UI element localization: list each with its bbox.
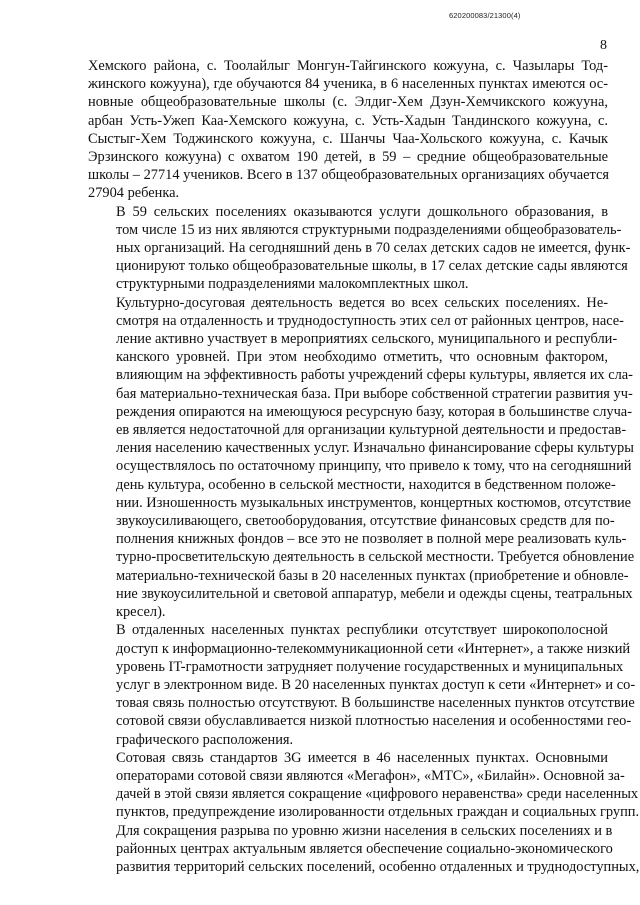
- text-line: дачей в этой связи является сокращение «цифрового неравенства» среди населенных: [116, 786, 639, 803]
- text-line: В отдаленных населенных пунктах республики отсутствует широкополосной: [116, 622, 608, 639]
- text-line: Культурно-досуговая деятельность ведется во всех сельских поселениях. Не-: [116, 294, 608, 311]
- text-line: Для сокращения разрыва по уровню жизни населения в сельских поселениях и в: [116, 822, 613, 839]
- page-number: 8: [600, 38, 607, 53]
- text-line: том числе 15 из них являются структурными подразделениями общеобразователь-: [116, 221, 622, 238]
- text-line: кресел).: [116, 604, 166, 621]
- text-line: ционируют только общеобразовательные школы, в 17 селах детские сады являются: [116, 258, 628, 275]
- text-line: Эрзинского кожууна) с охватом 190 детей, в 59 – средние общеобразовательные: [88, 149, 608, 166]
- text-line: сотовой связи обуславливается низкой плотностью населения и особенностями гео-: [116, 713, 632, 730]
- paragraph: [88, 749, 640, 876]
- text-line: материально-технической базы в 20 населенных пунктах (приобретение и обновле-: [116, 567, 629, 584]
- text-line: операторами сотовой связи являются «Мегафон», «МТС», «Билайн». Основной за-: [116, 767, 625, 784]
- paragraph: [88, 621, 636, 748]
- text-line: услуг в электронном виде. В 20 населенных пунктах доступ к сети «Интернет» и со-: [116, 676, 636, 693]
- text-line: ев является недостаточной для организации культурной деятельности и предостав-: [116, 422, 627, 439]
- text-line: ных организаций. На сегодняшний день в 70 селах детских садов не имеется, функ-: [116, 240, 631, 257]
- text-line: канского уровней. При этом необходимо отметить, что основным фактором,: [116, 349, 608, 366]
- text-line: уровень IT-грамотности затрудняет получение государственных и муниципальных: [116, 658, 624, 675]
- text-line: день культура, особенно в сельской местности, находится в бедственном положе-: [116, 476, 616, 493]
- text-line: нии. Изношенность музыкальных инструментов, концертных костюмов, отсутствие: [116, 494, 632, 511]
- document-code: 620200083/21300(4): [449, 11, 521, 20]
- text-line: турно-просветительскую деятельность в сельской местности. Требуется обновление: [116, 549, 635, 566]
- text-line: реждения опираются на имеющуюся ресурсную базу, которая в большинстве случа-: [116, 403, 632, 420]
- text-line: 27904 ребенка.: [88, 185, 180, 202]
- body-text: [88, 57, 640, 876]
- text-line: товая связь полностью отсутствуют. В большинстве населенных пунктов отсутствие: [116, 695, 635, 712]
- text-line: осуществлялось по остаточному принципу, что привело к тому, что на сегодняшний: [116, 458, 632, 475]
- text-line: жинского кожууна), где обучаются 84 ученика, в 6 населенных пунктах имеются ос-: [88, 76, 608, 93]
- text-line: Сыстыг-Хем Тоджинского кожууна, с. Шанчы Чаа-Хольского кожууна, с. Качык: [88, 130, 608, 147]
- paragraph: [88, 203, 631, 294]
- text-line: влияющим на эффективность работы учреждений сферы культуры, является их сла-: [116, 367, 633, 384]
- text-line: смотря на отдаленность и труднодоступность этих сел от районных центров, насе-: [116, 312, 624, 329]
- text-line: графического расположения.: [116, 731, 294, 748]
- text-line: структурными подразделениями малокомплектных школ.: [116, 276, 469, 293]
- text-line: звукоусиливающего, светооборудования, отсутствие финансовых средств для по-: [116, 513, 615, 530]
- text-line: ления населению качественных услуг. Изначально финансирование сферы культуры: [116, 440, 634, 457]
- text-line: развития территорий сельских поселений, особенно отдаленных и труднодоступных,: [116, 858, 640, 875]
- text-line: полнения книжных фондов – все это не позволяет в полной мере реализовать куль-: [116, 531, 627, 548]
- paragraph: [88, 294, 635, 622]
- text-line: новные общеобразовательные школы (с. Элдиг-Хем Дзун-Хемчикского кожууна,: [88, 94, 608, 111]
- text-line: Сотовая связь стандартов 3G имеется в 46 населенных пунктах. Основными: [116, 749, 608, 766]
- text-line: доступ к информационно-телекоммуникационной сети «Интернет», а также низкий: [116, 640, 631, 657]
- text-line: бая материально-техническая база. При выборе собственной стратегии развития уч-: [116, 385, 633, 402]
- text-line: ление активно участвует в мероприятиях сельского, муниципального и республи-: [116, 331, 618, 348]
- text-line: пунктов, предупреждение изолированности отдельных граждан и социальных групп.: [116, 804, 640, 821]
- text-line: районных центрах актуальным является обеспечение социально-экономического: [116, 840, 613, 857]
- text-line: В 59 сельских поселениях оказываются услуги дошкольного образования, в: [116, 203, 608, 220]
- text-line: Хемского района, с. Тоолайлыг Монгун-Тайгинского кожууна, с. Чазылары Тод-: [88, 58, 608, 74]
- paragraph: [88, 57, 608, 203]
- text-line: арбан Усть-Ужеп Каа-Хемского кожууна, с. Усть-Хадын Тандинского кожууна, с.: [88, 112, 608, 129]
- text-line: ние звукоусилительной и световой аппаратур, мебели и одежды сцены, театральных: [116, 585, 633, 602]
- text-line: школы – 27714 учеников. Всего в 137 общеобразовательных организациях обучается: [88, 167, 609, 184]
